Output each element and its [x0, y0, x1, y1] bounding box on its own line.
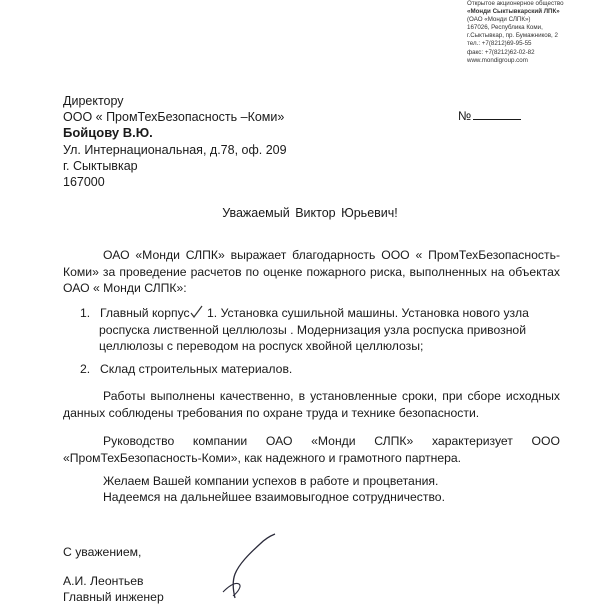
paragraph-wishes: [63, 473, 560, 490]
list-item-continuation: роспуска лиственной целлюлозы . Модернизация узла роспуска привозной целлюлозы с переводом на роспуск хвойной целлюлозы;: [99, 322, 527, 353]
list-item-number: 1.: [80, 306, 91, 320]
letterhead-website: www.mondigroup.com: [467, 56, 528, 64]
paragraph-cooperation: [63, 489, 560, 506]
letterhead-line: (ОАО «Монди СЛПК»): [467, 16, 531, 24]
list-item: [80, 361, 560, 378]
letterhead-line: Открытое акционерное общество: [467, 0, 564, 7]
letterhead-phone: тел.: +7(8212)69-95-55: [467, 40, 532, 48]
paragraph-gratitude: [63, 247, 560, 297]
addressee-name: Бойцову В.Ю.: [63, 125, 153, 141]
paragraph-wishes-text: Желаем Вашей компании успехов в работе и процветания.: [103, 474, 439, 488]
document-number: [458, 109, 521, 123]
closing-phrase: С уважением,: [63, 545, 142, 559]
signer-name: А.И. Леонтьев: [63, 574, 144, 588]
addressee-city: г. Сыктывкар: [63, 158, 138, 173]
paragraph-partner-text: Руководство компании ОАО «Монди СЛПК» характеризует ООО «ПромТехБезопасность-Коми», как надежного и грамотного партнера.: [63, 434, 560, 465]
list-item: [80, 305, 560, 355]
paragraph-cooperation-text: Надеемся на дальнейшее взаимовыгодное сотрудничество.: [103, 490, 445, 504]
paragraph-gratitude-text: ОАО «Монди СЛПК» выражает благодарность ООО « ПромТехБезопасность-Коми» за проведение расчетов по оценке пожарного риска, выполненных на объектах ОАО « Монди СЛПК»:: [63, 248, 560, 295]
handwritten-signature: [205, 532, 280, 600]
letterhead-company-name: «Монди Сыктывкарский ЛПК»: [467, 8, 560, 16]
addressee-company: ООО « ПромТехБезопасность –Коми»: [63, 110, 285, 125]
addressee-block: [63, 93, 363, 190]
addressee-position: Директору: [63, 94, 124, 108]
list-item-lead: Главный корпус: [100, 306, 190, 320]
document-number-label: №: [458, 109, 472, 123]
handwritten-checkmark-icon: [190, 305, 204, 319]
list-item-text: Склад строительных материалов.: [100, 362, 293, 376]
letterhead-fax: факс: +7(8212)62-02-82: [467, 48, 535, 56]
list-item-text: 1. Установка сушильной машины. Установка нового узла: [203, 306, 529, 320]
list-item-number: 2.: [80, 362, 91, 376]
paragraph-work-quality: [63, 388, 560, 421]
paragraph-work-quality-text: Работы выполнены качественно, в установленные сроки, при сборе исходных данных соблюдены требования по охране труда и технике безопасности.: [63, 389, 560, 420]
addressee-street: Ул. Интернациональная, д.78, оф. 209: [63, 142, 287, 157]
letterhead-line: г.Сыктывкар, пр. Бумажников, 2: [467, 32, 558, 40]
signer-title: Главный инженер: [63, 590, 164, 604]
paragraph-partner: [63, 433, 560, 466]
letterhead-line: 167026, Республика Коми,: [467, 24, 543, 32]
company-letterhead: [467, 0, 595, 65]
salutation: Уважаемый Виктор Юрьевич!: [222, 206, 398, 220]
signer-block: [63, 573, 164, 605]
addressee-postcode: 167000: [63, 175, 105, 190]
document-number-blank: [473, 109, 521, 120]
